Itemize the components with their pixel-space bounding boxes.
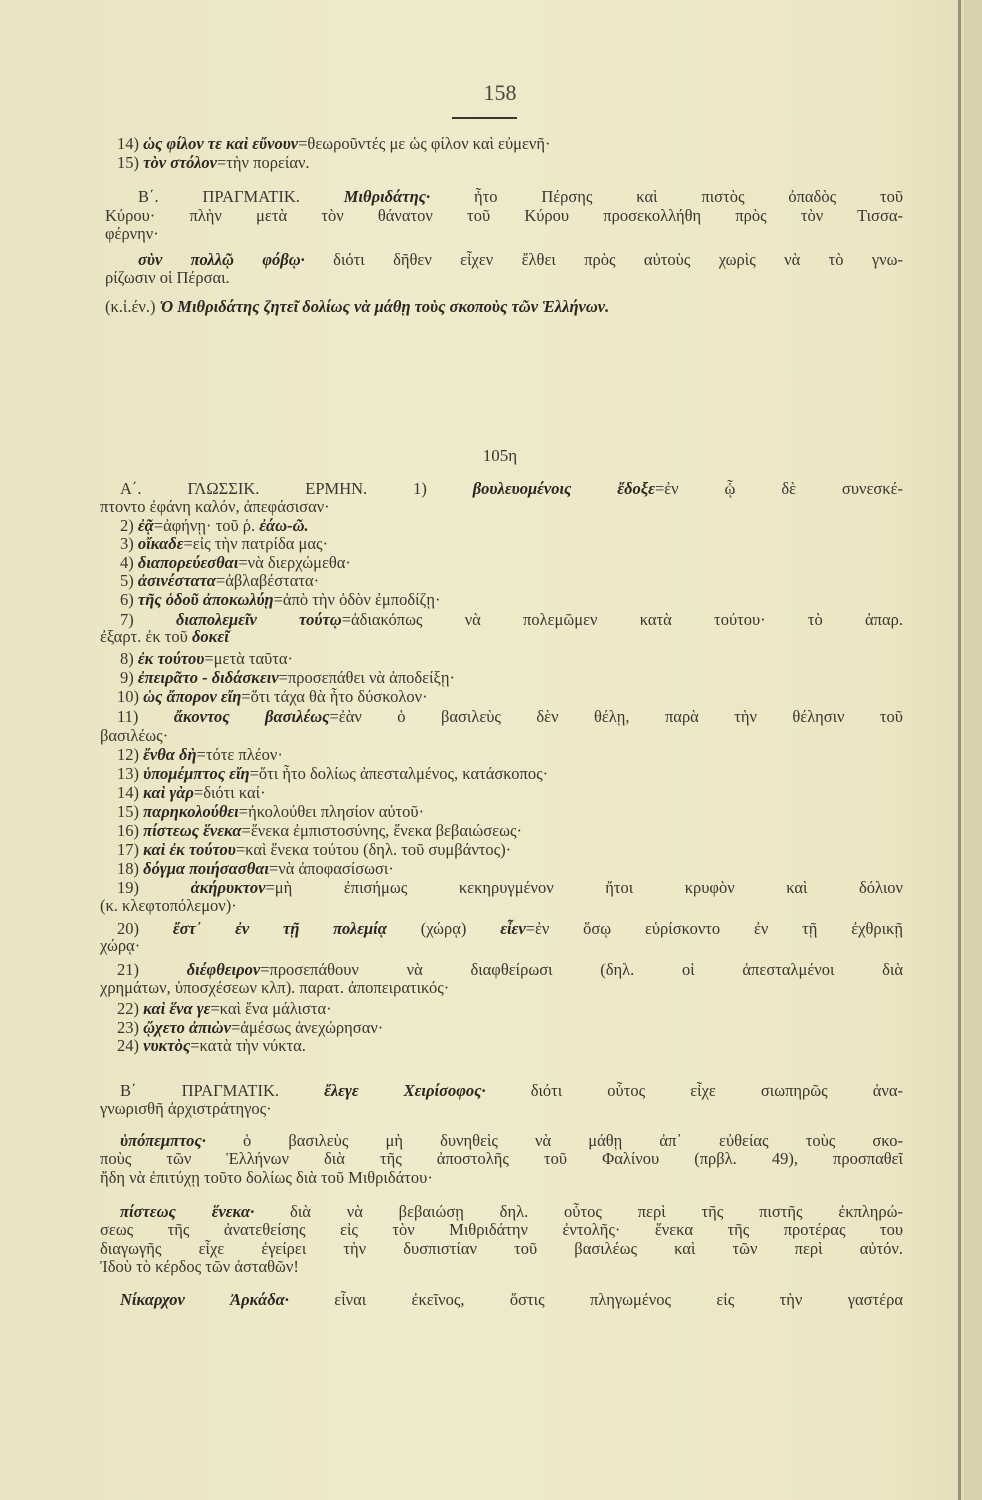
glossed-term: βουλευομένοις ἔδοξε [472,479,655,498]
text-line [120,610,903,629]
text-run: 13) [117,764,144,783]
glossed-term: δοκεῖ [191,627,229,646]
glossed-term: ἐκ τούτου [137,649,205,668]
glossed-term: ἐάω-ῶ. [259,516,309,535]
text-line [117,153,310,172]
text-run: χρημάτων, ὑποσχέσεων κλπ). παρατ. ἀποπειρατικός· [100,978,450,997]
text-line [120,1202,903,1221]
glossed-term: Μιθριδάτης· [343,187,431,206]
text-line [117,134,551,153]
text-run: =ἀφήνῃ· τοῦ ῥ. [153,516,260,535]
text-line [117,687,428,706]
text-run: διότι οὗτος εἶχε σιωπηρῶς ἀνα- [485,1081,903,1100]
text-line [100,1168,433,1187]
text-run: ρίζωσιν οἱ Πέρσαι. [105,268,230,287]
text-line [120,534,328,553]
text-run: ἐξαρτ. ἐκ τοῦ [100,627,192,646]
text-run: πτοντο ἐφάνη καλόν, ἀπεφάσισαν· [100,497,330,516]
page-binding-edge [964,0,982,1500]
glossed-term: ὡς φίλον τε καὶ εὔνουν [143,134,299,153]
text-line [100,1257,299,1276]
text-line [100,1149,903,1168]
text-line [100,497,330,516]
text-run: =καὶ ἕνα μάλιστα· [210,999,332,1018]
text-line [117,999,332,1018]
text-run: Β΄. ΠΡΑΓΜΑΤΙΚ. [138,187,344,206]
glossed-term: ἔλεγε Χειρίσοφος· [324,1081,486,1100]
text-run: 4) [120,553,138,572]
glossed-term: Νίκαρχον Ἀρκάδα· [120,1290,289,1309]
text-line [117,919,903,938]
glossed-term: σὺν πολλῷ φόβῳ· [138,250,305,269]
text-run: 11) [117,707,174,726]
text-run: =ἀμέσως ἀνεχώρησαν· [230,1018,384,1037]
text-run: =προσεπάθουν νὰ διαφθείρωσι (δηλ. οἱ ἀπεσταλμένοι διὰ [260,960,903,979]
text-line [138,250,903,269]
text-line [100,1220,903,1239]
text-line [117,960,903,979]
text-line [117,1018,383,1037]
text-line [100,896,237,915]
text-line [138,187,903,206]
text-run: 23) [117,1018,144,1037]
glossed-term: τῆς ὁδοῦ ἀποκωλύῃ [137,590,274,609]
glossed-term: ἄκοντος βασιλέως [173,707,330,726]
text-run: =προσεπάθει νὰ ἀποδείξῃ· [278,668,456,687]
text-line [120,571,319,590]
text-run: =μετὰ ταῦτα· [204,649,294,668]
text-run: εἶναι ἐκεῖνος, ὅστις πληγωμένος εἰς τὴν γαστέρα [288,1290,903,1309]
text-run: 14) [117,134,144,153]
text-line [120,553,351,572]
page-number-rule [452,117,517,119]
text-run: 12) [117,745,144,764]
text-run: 2) [120,516,138,535]
text-run: 17) [117,840,144,859]
glossed-term: νυκτὸς [143,1036,191,1055]
text-run: ποὺς τῶν Ἑλλήνων διὰ τῆς ἀποστολῆς τοῦ Φαλίνου (πρβλ. 49), προσπαθεῖ [100,1149,903,1168]
text-run: βασιλέως· [100,726,169,745]
glossed-term: ὑπόπεμπτος· [120,1131,206,1150]
glossed-term: πίστεως ἕνεκα [143,821,242,840]
text-line [105,268,230,287]
text-line [120,479,903,498]
glossed-term: διαπορεύεσθαι [137,553,239,572]
text-run: =ἐν ᾧ δὲ συνεσκέ- [654,479,903,498]
text-run: 9) [120,668,138,687]
text-run: 16) [117,821,144,840]
text-line [117,802,424,821]
text-run: =ἐὰν ὁ βασιλεὺς δὲν θέλῃ, παρὰ τὴν θέλησιν τοῦ [329,707,903,726]
text-run: σεως τῆς ἀνατεθείσης εἰς τὸν Μιθριδάτην ἐντολῆς· ἕνεκα τῆς προτέρας του [100,1220,903,1239]
text-line [105,224,159,243]
text-run: =καὶ ἕνεκα τούτου (δηλ. τοῦ συμβάντος)· [235,840,512,859]
text-run: 15) [117,153,144,172]
text-line [117,878,903,897]
text-run: ἦτο Πέρσης καὶ πιστὸς ὀπαδὸς τοῦ [430,187,903,206]
text-line [120,649,293,668]
text-run: =ἀβλαβέστατα· [215,571,320,590]
text-run: =μὴ ἐπισήμως κεκηρυγμένον ἤτοι κρυφὸν καὶ δόλιον [265,878,903,897]
glossed-term: ὑπομέμπτος εἴη [143,764,250,783]
glossed-term: ἀκήρυκτον [190,878,266,897]
text-line [100,936,140,955]
text-run: (κ. κλεφτοπόλεμον)· [100,896,237,915]
text-line [120,590,441,609]
text-run: 22) [117,999,144,1018]
text-run: ἤδη νὰ ἐπιτύχῃ τοῦτο δολίως διὰ τοῦ Μιθριδάτου· [100,1168,433,1187]
text-run: =νὰ διερχώμεθα· [238,553,351,572]
glossed-term: διέφθειρον [186,960,261,979]
text-run: Α΄. ΓΛΩΣΣΙΚ. ΕΡΜΗΝ. 1) [120,479,473,498]
glossed-term: καὶ ἕνα γε [143,999,211,1018]
text-run: =θεωροῦντές με ὡς φίλον καὶ εὐμενῆ· [298,134,551,153]
text-run: =εἰς τὴν πατρίδα μας· [183,534,329,553]
text-run: χώρᾳ· [100,936,141,955]
text-run: =νὰ ἀποφασίσωσι· [268,859,394,878]
glossed-term: παρηκολούθει [143,802,239,821]
text-line [120,1290,903,1309]
glossed-term: ἐπειρᾶτο - διδάσκειν [137,668,279,687]
text-run: (χώρᾳ) [386,919,501,938]
text-line [100,978,449,997]
glossed-term: ἀσινέστατα [137,571,216,590]
glossed-term: ἔνθα δὴ [143,745,197,764]
page-edge-line [958,0,961,1500]
text-run: διότι δῆθεν εἶχεν ἔλθει πρὸς αὐτοὺς χωρὶς νὰ τὸ γνω- [304,250,903,269]
text-run: 21) [117,960,187,979]
text-run: 5) [120,571,138,590]
text-line [100,1239,903,1258]
text-run: =τότε πλέον· [196,745,283,764]
text-run: 15) [117,802,144,821]
text-line [117,821,522,840]
text-line [120,1081,903,1100]
text-line [120,668,455,687]
glossed-term: καὶ γὰρ [143,783,194,802]
text-run: διαγωγῆς εἶχε ἐγείρει τὴν δυσπιστίαν τοῦ βασιλέως καὶ τῶν περὶ αὐτόν. [100,1239,903,1258]
text-line [117,707,903,726]
text-run: 19) [117,878,191,897]
text-run: Κύρου· πλὴν μετὰ τὸν θάνατον τοῦ Κύρου προσεκολλήθη πρὸς τὸν Τισσα- [105,206,903,225]
text-run: διὰ νὰ βεβαιώσῃ δηλ. οὗτος περὶ τῆς πιστῆς ἐκπληρώ- [254,1202,903,1221]
text-run: (κ.ἰ.έν.) [105,297,160,316]
text-run: =ὅτι τάχα θὰ ἦτο δύσκολον· [241,687,428,706]
text-line [100,726,168,745]
text-line [100,627,229,646]
glossed-term: τὸν στόλον [143,153,217,172]
text-line [105,297,609,316]
text-run: =ἐν ὅσῳ εὑρίσκοντο ἐν τῇ ἐχθρικῇ [525,919,903,938]
text-run: =ἕνεκα ἐμπιστοσύνης, ἕνεκα βεβαιώσεως· [241,821,522,840]
text-run: 24) [117,1036,144,1055]
page-number: 158 [483,80,517,105]
text-line [117,859,394,878]
text-run: =τὴν πορείαν. [216,153,310,172]
glossed-term: ᾤχετο ἀπιὼν [143,1018,231,1037]
section-heading: 105η [482,446,518,465]
glossed-term: πίστεως ἕνεκα· [120,1202,255,1221]
glossed-term: διαπολεμεῖν τούτῳ [175,610,342,629]
glossed-term: ὡς ἄπορον εἴη [143,687,242,706]
text-run: =ἀπὸ τὴν ὁδὸν ἐμποδίζῃ· [273,590,441,609]
text-line [117,840,511,859]
text-run: γνωρισθῆ ἀρχιστράτηγος· [100,1099,272,1118]
text-run: 14) [117,783,144,802]
text-run: Ἰδοὺ τὸ κέρδος τῶν ἀσταθῶν! [100,1257,299,1276]
text-run: =ἠκολούθει πλησίον αὐτοῦ· [238,802,425,821]
text-line [120,1131,903,1150]
text-line [117,1036,306,1055]
text-run: 6) [120,590,138,609]
text-line [100,1099,272,1118]
glossed-term: καὶ ἐκ τούτου [143,840,236,859]
glossed-term: ἔστ᾽ ἐν τῇ πολεμίᾳ [172,919,387,938]
text-line [120,516,309,535]
text-run: 8) [120,649,138,668]
glossed-term: ἐᾷ [137,516,154,535]
text-line [117,745,283,764]
text-run: 20) [117,919,173,938]
text-run: 7) [120,610,176,629]
text-run: 18) [117,859,144,878]
text-line [105,206,903,225]
text-run: =ὅτι ἦτο δολίως ἀπεσταλμένος, κατάσκοπος· [249,764,549,783]
glossed-term: Ὁ Μιθριδάτης ζητεῖ δολίως νὰ μάθῃ τοὺς σκοποὺς τῶν Ἑλλήνων. [159,297,610,316]
glossed-term: δόγμα ποιήσασθαι [143,859,269,878]
text-run: ὁ βασιλεὺς μὴ δυνηθεὶς νὰ μάθῃ ἀπ᾽ εὐθείας τοὺς σκο- [205,1131,903,1150]
text-line [117,783,266,802]
text-run: 10) [117,687,144,706]
glossed-term: εἶεν [500,919,526,938]
text-run: =κατὰ τὴν νύκτα. [190,1036,306,1055]
glossed-term: οἴκαδε [137,534,184,553]
text-run: 3) [120,534,138,553]
text-run: φέρνην· [105,224,159,243]
text-line [117,764,548,783]
text-run: Β΄ ΠΡΑΓΜΑΤΙΚ. [120,1081,325,1100]
text-run: =ἀδιακόπως νὰ πολεμῶμεν κατὰ τούτου· τὸ ἀπαρ. [341,610,903,629]
text-run: =διότι καί· [193,783,266,802]
